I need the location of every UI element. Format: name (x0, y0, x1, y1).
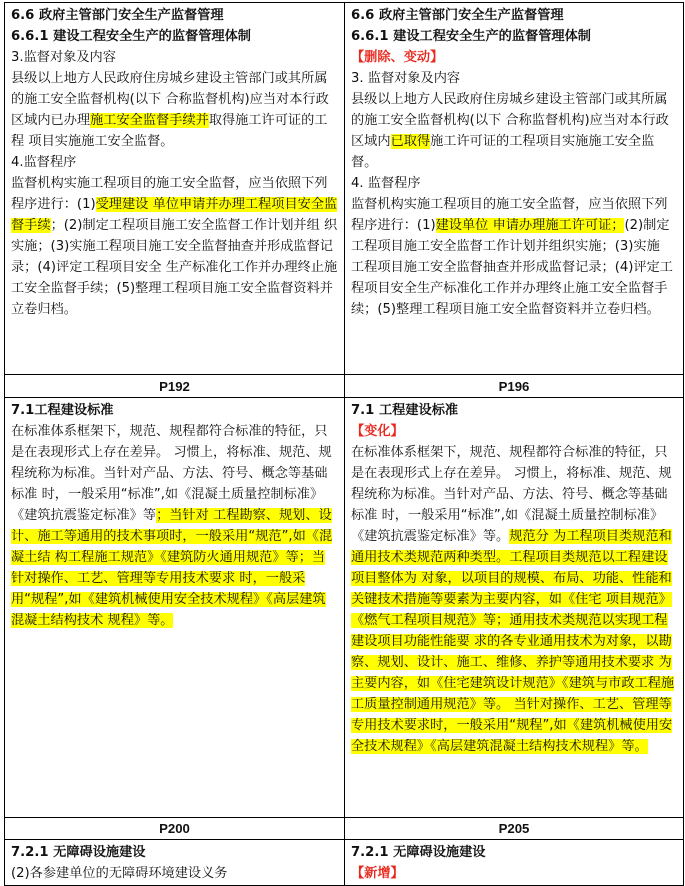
change-tag: 【删除、变动】 (351, 50, 444, 65)
old-version-cell (5, 398, 345, 818)
section-6-6-row (5, 3, 684, 375)
paragraph: 县级以上地方人民政府住房城乡建设主管部门或其所属的施工安全监督机构(以下 合称监督机构)应当对本行政区域内已取得施工许可证的工程项目实施施工安全监督。 (351, 92, 669, 170)
subsection-heading: 6.6.1 建设工程安全生产的监督管理体制 (351, 29, 591, 44)
comparison-table (4, 2, 684, 886)
new-version-cell (345, 398, 684, 818)
highlighted-text: 受理建设 单位申请并办理工程项目安全监督手续 (11, 197, 338, 233)
paragraph: 监督机构实施工程项目的施工安全监督，应当依照下列程序进行：(1)建设单位 申请办理施工许可证；(2)制定工程项目施工安全监督工作计划并组织实施；(3)实施 工程项目施工安全监督抽查并形成监督记录；(4)评定工程项目安全生产标准化工作并办理终止施工安全监督手续；(5)整理工程项目施工安全监督资料并立卷归档。 (351, 197, 673, 317)
subsection-heading: 6.6.1 建设工程安全生产的监督管理体制 (11, 29, 251, 44)
paragraph: 监督机构实施工程项目的施工安全监督，应当依照下列程序进行：(1)受理建设 单位申请并办理工程项目安全监督手续；(2)制定工程项目施工安全监督工作计划并组 织实施；(3)实施工程项目施工安全监督抽查并形成监督记录；(4)评定工程项目安全 生产标准化工作并办理终止施工安全监督手续；(5)整理工程项目施工安全监督资料并 立卷归档。 (11, 176, 338, 317)
change-tag: 【变化】 (351, 424, 404, 439)
section-heading: 7.1工程建设标准 (11, 403, 114, 418)
paragraph: 在标准体系框架下，规范、规程都符合标准的特征，只是在表现形式上存在差异。 习惯上，将标准、规范、规程统称为标准。当针对产品、方法、符号、概念等基础标准 时，一般采用“标准”,如《混凝土质量控制标准》《建筑抗震鉴定标准》等；当针对 工程勘察、规划、设计、施工等通用的技术事项时，一般采用“规范”,如《混凝土结 构工程施工规范》《建筑防火通用规范》等；当针对操作、工艺、管理等专用技术要求 时，一般采用“规程”,如《建筑机械使用安全技术规程》《高层建筑混凝土结构技术 规程》等。 (11, 424, 333, 628)
paragraph: 县级以上地方人民政府住房城乡建设主管部门或其所属的施工安全监督机构(以下 合称监督机构)应当对本行政区域内已办理施工安全监督手续并取得施工许可证的工程 项目实施施工安全监督。 (11, 71, 329, 149)
paragraph: 在标准体系框架下，规范、规程都符合标准的特征，只是在表现形式上存在差异。 习惯上，将标准、规范、规程统称为标准。当针对产品、方法、符号、概念等基础标准 时，一般采用“标准”,如《混凝土质量控制标准》《建筑抗震鉴定标准》等。规范分 为工程项目类规范和通用技术类规范两种类型。工程项目类规范以工程建设项目整体为 对象，以项目的规模、布局、功能、性能和关键技术措施等要素为主要内容，如《住宅 项目规范》《燃气工程项目规范》等；通用技术类规范以实现工程建设项目功能性能要 求的各专业通用技术为对象，以勘察、规划、设计、施工、维修、养护等通用技术要求 为主要内容，如《住宅建筑设计规范》《建筑与市政工程施工质量控制通用规范》等。 当针对操作、工艺、管理等专用技术要求时，一般采用“规程”,如《建筑机械使用安 全技术规程》《高层建筑混凝土结构技术规程》等。 (351, 445, 675, 754)
old-page-number: P200 (5, 818, 345, 840)
new-page-number: P205 (345, 818, 684, 840)
section-heading: 6.6 政府主管部门安全生产监督管理 (11, 8, 224, 23)
item-heading: 3.监督对象及内容 (11, 50, 116, 65)
section-heading: 7.2.1 无障碍设施建设 (351, 845, 486, 860)
section-heading: 7.2.1 无障碍设施建设 (11, 845, 146, 860)
new-page-number: P196 (345, 375, 684, 398)
page-number-row (5, 375, 684, 398)
new-version-cell (345, 840, 684, 886)
section-heading: 7.1 工程建设标准 (351, 403, 459, 418)
section-heading: 6.6 政府主管部门安全生产监督管理 (351, 8, 564, 23)
highlighted-text: 建设单位 申请办理施工许可证； (435, 218, 625, 233)
change-tag: 【新增】 (351, 866, 404, 881)
highlighted-text: ；当针对 工程勘察、规划、设计、施工等通用的技术事项时，一般采用“规范”,如《混凝土结 构工程施工规范》《建筑防火通用规范》等；当针对操作、工艺、管理等专用技术要求 时，一般采用“规程”,如《建筑机械使用安全技术规程》《高层建筑混凝土结构技术 规程》等。 (11, 508, 333, 628)
old-version-cell (5, 840, 345, 886)
section-7-2-1-row (5, 840, 684, 886)
item-heading: 4. 监督程序 (351, 176, 421, 191)
new-version-cell (345, 3, 684, 375)
paragraph: (2)各参建单位的无障碍环境建设义务 (11, 866, 228, 881)
item-heading: 3. 监督对象及内容 (351, 71, 461, 86)
highlighted-text: 施工安全监督手续并 (90, 113, 209, 128)
page-number-row (5, 818, 684, 840)
old-version-cell (5, 3, 345, 375)
item-heading: 4.监督程序 (11, 155, 77, 170)
old-page-number: P192 (5, 375, 345, 398)
highlighted-text: 规范分 为工程项目类规范和通用技术类规范两种类型。工程项目类规范以工程建设项目整体为 对象，以项目的规模、布局、功能、性能和关键技术措施等要素为主要内容，如《住宅 项目规范》《燃气工程项目规范》等；通用技术类规范以实现工程建设项目功能性能要 求的各专业通用技术为对象，以勘察、规划、设计、施工、维修、养护等通用技术要求 为主要内容，如《住宅建筑设计规范》《建筑与市政工程施工质量控制通用规范》等。 当针对操作、工艺、管理等专用技术要求时，一般采用“规程”,如《建筑机械使用安 全技术规程》《高层建筑混凝土结构技术规程》等。 (351, 529, 675, 754)
section-7-1-row (5, 398, 684, 818)
highlighted-text: 已取得 (390, 134, 431, 149)
